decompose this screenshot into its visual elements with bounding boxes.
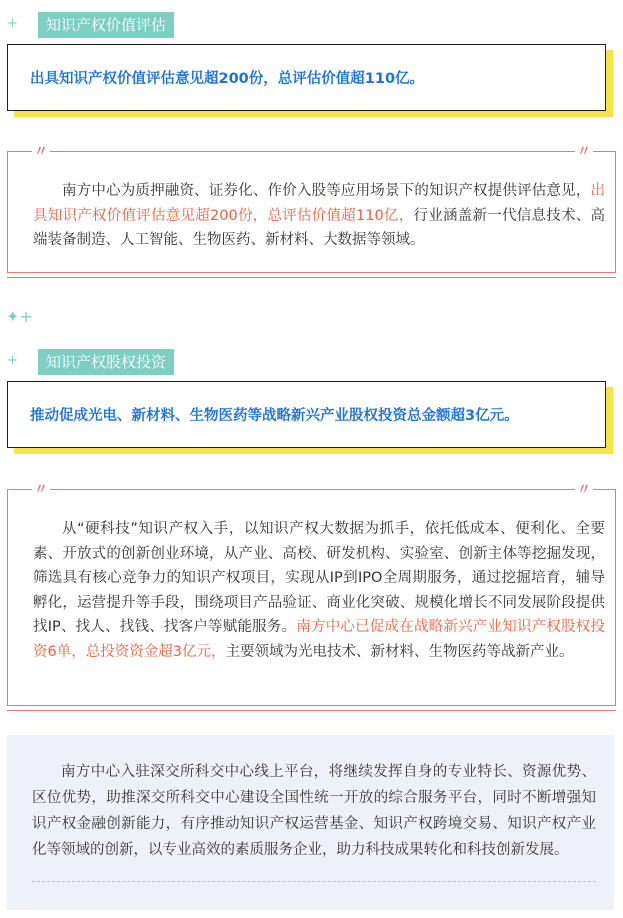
section-2-header [0,349,260,375]
paragraph-text: 从“硬科技”知识产权入手，以知识产权大数据为抓手，依托低成本、便利化、全要素、开放式的创新创业环境，从产业、高校、研发机构、实验室、创新主体等挖掘发现，筛选具有核心竞争力的知识产权项目，实现从IP到IPO全周期服务，通过挖掘培育，辅导孵化，运营提升等手段，围绕项目产品验证、商业化突破、规模化增长不同发展阶段提供找IP、找人、找钱、找客户等赋能服务。 [33,521,605,635]
closing-paragraph: 南方中心入驻深交所科交中心线上平台，将继续发挥自身的专业特长、资源优势、区位优势，助推深交所科交中心建设全国性统一开放的综合服务平台，同时不断增强知识产权金融创新能力，有序推动知识产权运营基金、知识产权跨境交易、知识产权产业化等领域的创新，以专业高效的素质服务企业，助力科技成果转化和科技创新发展。 [32,764,596,858]
section-2-paragraph [33,517,605,664]
paragraph-text: 南方中心为质押融资、证券化、作价入股等应用场景下的知识产权提供评估意见， [62,183,591,199]
highlight-box [7,44,606,111]
plus-icon: + [7,16,18,31]
section-1-header [0,12,260,38]
section-2-quote-box [7,482,616,706]
quote-open-icon: 〃 [34,144,48,160]
section-1-highlight [7,44,609,114]
section-1-highlight-text: 出具知识产权价值评估意见超200份，总评估价值超110亿。 [30,71,425,87]
section-2-highlight-text: 推动促成光电、新材料、生物医药等战略新兴产业股权投资总金额超3亿元。 [30,408,519,424]
section-2-title: 知识产权股权投资 [38,349,174,375]
quote-close-icon: 〃 [577,144,591,160]
plus-icon: + [7,353,18,368]
sparkle-icon: ✦+ [6,307,33,326]
quote-close-icon: 〃 [577,482,591,498]
paragraph-highlight: 出具知识产权价值评估意见超200份，总评估价值超110亿， [33,183,605,224]
paragraph-highlight: 南方中心已促成在战略新兴产业知识产权股权投资6单，总投资资金超3亿元， [33,619,605,660]
section-1-title: 知识产权价值评估 [38,12,174,38]
quote-open-icon: 〃 [34,482,48,498]
section-2-highlight [7,381,609,451]
section-1-quote-box [7,144,616,273]
paragraph-text: 行业涵盖新一代信息技术、高端装备制造、人工智能、生物医药、新材料、大数据等领域。 [33,207,605,248]
paragraph-text: 主要领域为光电技术、新材料、生物医药等战新产业。 [225,643,574,660]
highlight-box [7,381,606,448]
closing-block [7,735,614,910]
dashed-divider [32,881,596,882]
section-1-paragraph [33,179,605,253]
